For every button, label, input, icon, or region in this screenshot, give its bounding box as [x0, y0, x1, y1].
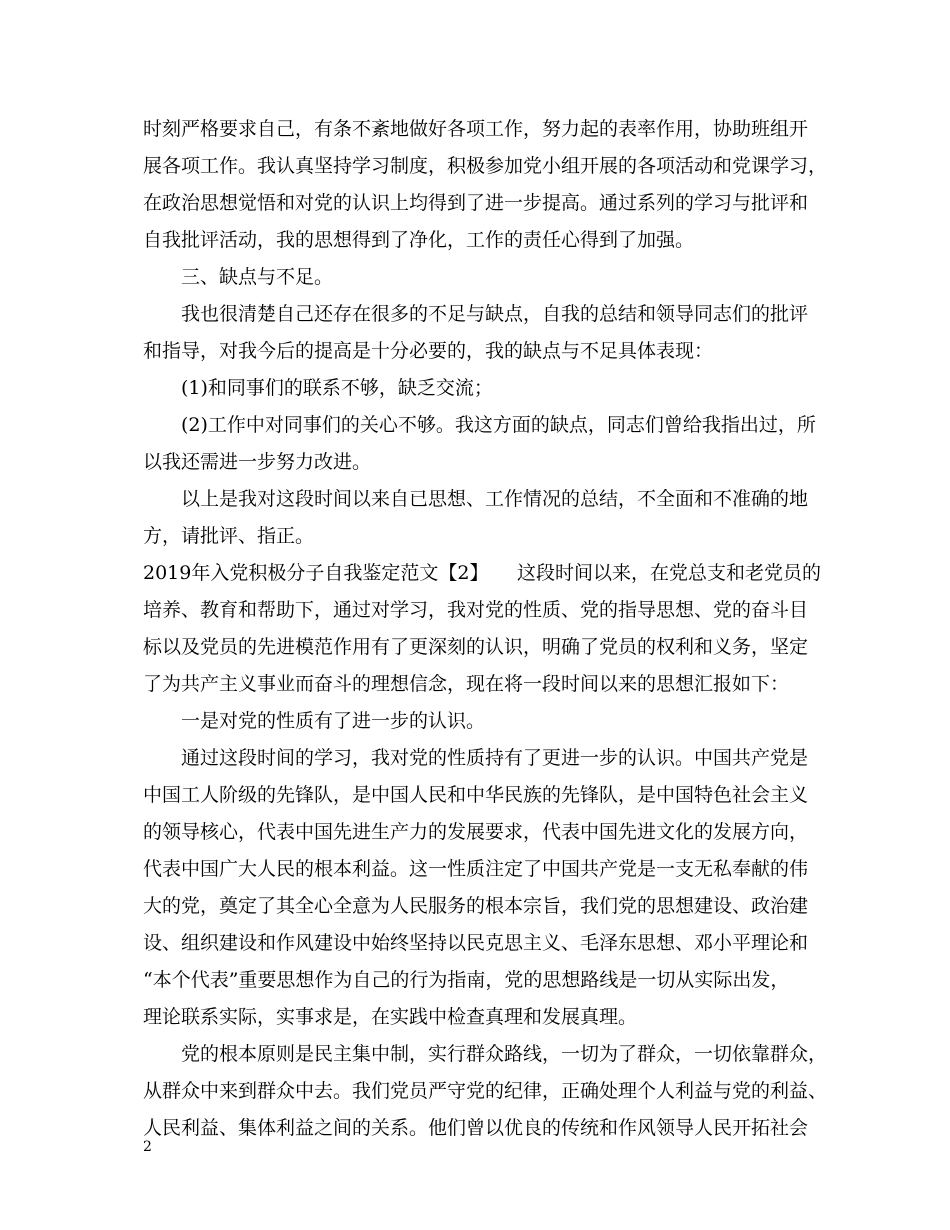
list-item: (1)和同事们的联系不够，缺乏交流； [143, 377, 493, 399]
text-line: “本个代表”重要思想作为自己的行为指南，党的思想路线是一切从实际出发， [143, 969, 790, 991]
text-line: 党的根本原则是民主集中制，实行群众路线，一切为了群众，一切依靠群众， [143, 1043, 828, 1065]
section-heading: 三、缺点与不足。 [143, 266, 334, 288]
text-line: 代表中国广大人民的根本利益。这一性质注定了中国共产党是一支无私奉献的伟 [143, 858, 809, 880]
text-line: 人民利益、集体利益之间的关系。他们曾以优良的传统和作风领导人民开拓社会 [143, 1117, 809, 1139]
text-line: 以我还需进一步努力改进。 [143, 451, 372, 473]
text-line: 自我批评活动，我的思想得到了净化，工作的责任心得到了加强。 [143, 229, 695, 251]
text-line: 理论联系实际，实事求是，在实践中检查真理和发展真理。 [143, 1006, 638, 1028]
text-line: 标以及党员的先进模范作用有了更深刻的认识，明确了党员的权利和义务，坚定 [143, 636, 809, 658]
text-line: 在政治思想觉悟和对党的认识上均得到了进一步提高。通过系列的学习与批评和 [143, 192, 809, 214]
text-line: 和指导，对我今后的提高是十分必要的，我的缺点与不足具体表现： [143, 340, 714, 362]
text-line: 通过这段时间的学习，我对党的性质持有了更进一步的认识。中国共产党是 [143, 747, 809, 769]
text-line: 2019年入党积极分子自我鉴定范文【2】 这段时间以来，在党总支和老党员的 [143, 562, 821, 584]
page-number: 2 [143, 1139, 152, 1155]
section-heading: 一是对党的性质有了进一步的认识。 [143, 710, 486, 732]
text-line: 时刻严格要求自己，有条不紊地做好各项工作，努力起的表率作用，协助班组开 [143, 118, 809, 140]
text-line: 中国工人阶级的先锋队，是中国人民和中华民族的先锋队，是中国特色社会主义 [143, 784, 809, 806]
text-line: 方，请批评、指正。 [143, 525, 315, 547]
text-line: 培养、教育和帮助下，通过对学习，我对党的性质、党的指导思想、党的奋斗目 [143, 599, 809, 621]
text-line: 的领导核心，代表中国先进生产力的发展要求，代表中国先进文化的发展方向， [143, 821, 809, 843]
text-line: 我也很清楚自己还存在很多的不足与缺点，自我的总结和领导同志们的批评 [143, 303, 809, 325]
text-line: 从群众中来到群众中去。我们党员严守党的纪律，正确处理个人利益与党的利益、 [143, 1080, 828, 1102]
text-line: 以上是我对这段时间以来自已思想、工作情况的总结，不全面和不准确的地 [143, 488, 809, 510]
text-line: 了为共产主义事业而奋斗的理想信念，现在将一段时间以来的思想汇报如下： [143, 673, 790, 695]
text-line: 设、组织建设和作风建设中始终坚持以民克思主义、毛泽东思想、邓小平理论和 [143, 932, 809, 954]
text-line: 大的党，奠定了其全心全意为人民服务的根本宗旨，我们党的思想建设、政治建 [143, 895, 809, 917]
text-line: 展各项工作。我认真坚持学习制度，积极参加党小组开展的各项活动和党课学习， [143, 155, 828, 177]
list-item: (2)工作中对同事们的关心不够。我这方面的缺点，同志们曾给我指出过，所 [143, 414, 816, 436]
